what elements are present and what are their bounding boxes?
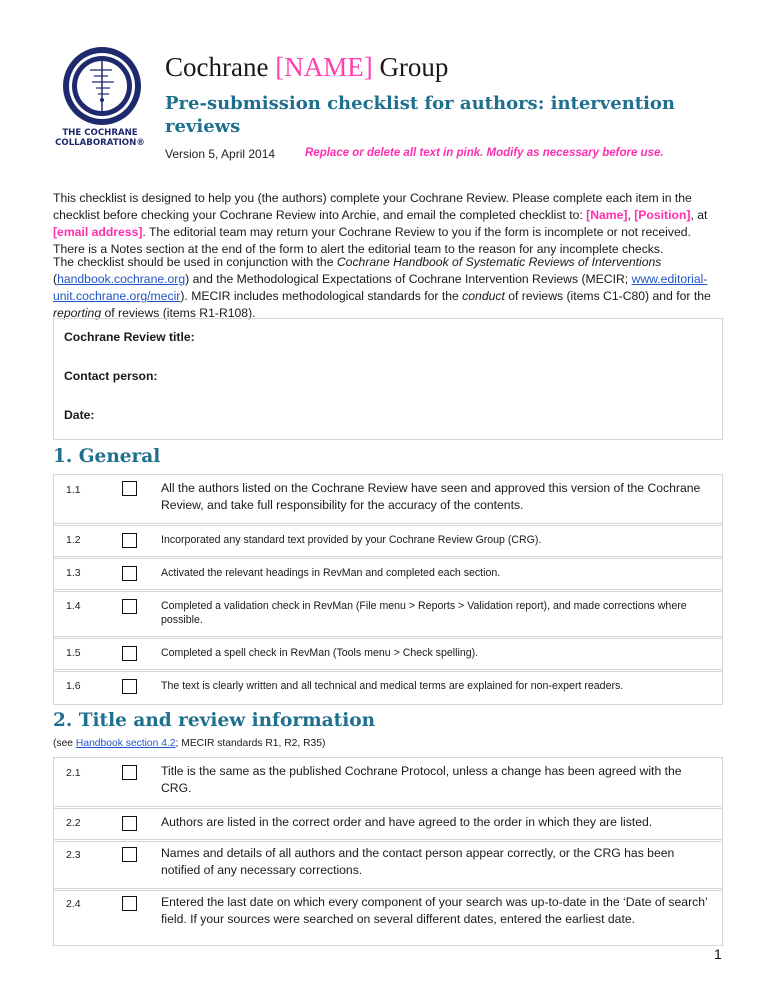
page-title <box>165 52 448 83</box>
item-number: 2.1 <box>66 767 81 779</box>
checkbox[interactable] <box>122 679 137 694</box>
checklist-row <box>53 589 723 639</box>
handbook-section-link[interactable]: Handbook section 4.2 <box>75 738 176 749</box>
item-number: 1.6 <box>66 680 81 692</box>
checkbox[interactable] <box>122 599 137 614</box>
recipient-email: [email address] <box>53 225 143 239</box>
checkbox[interactable] <box>122 566 137 581</box>
checklist-row <box>53 757 723 809</box>
checklist-row <box>53 839 723 891</box>
review-title-label: Cochrane Review title: <box>64 330 195 344</box>
checkbox[interactable] <box>122 847 137 862</box>
checklist-row <box>53 523 723 559</box>
item-number: 1.4 <box>66 600 81 612</box>
version-label: Version 5, April 2014 <box>165 147 276 161</box>
reference-text: ; MECIR standards R1, R2, R35) <box>175 738 326 749</box>
item-number: 1.5 <box>66 647 81 659</box>
item-text: Names and details of all authors and the contact person appear correctly, or the CRG has been notified of any necessary corrections. <box>161 846 675 877</box>
checkbox[interactable] <box>122 481 137 496</box>
item-text: The text is clearly written and all technical and medical terms are explained for non-expert readers. <box>161 680 624 692</box>
handbook-link[interactable]: handbook.cochrane.org <box>57 272 186 286</box>
recipient-position: [Position] <box>634 208 691 222</box>
title-suffix: Group <box>372 52 449 82</box>
item-number: 1.1 <box>66 484 81 496</box>
title-prefix: Cochrane <box>165 52 276 82</box>
contact-person-label: Contact person: <box>64 369 158 383</box>
intro-text: , <box>627 208 635 222</box>
item-number: 2.3 <box>66 849 81 861</box>
item-number: 2.2 <box>66 817 81 829</box>
checkbox[interactable] <box>122 646 137 661</box>
item-text: Entered the last date on which every component of your search was up-to-date in the ‘Date of search’ field. If your sources were searched on several different dates, entered the earliest date. <box>161 895 708 926</box>
checkbox[interactable] <box>122 816 137 831</box>
intro-text: . The editorial team may return your Cochrane Review to you if the form is incomplete or not received. There is a Notes section at the end of the form to alert the editorial team to the reason for any incomplete checks. <box>53 225 691 256</box>
reference-text: (see <box>53 738 76 749</box>
section-heading-title-review-info: 2. Title and review information <box>53 710 376 731</box>
mecir-link[interactable]: www.editorial-unit.cochrane.org/mecir <box>53 272 708 303</box>
item-text: Authors are listed in the correct order and have agreed to the order in which they are listed. <box>161 815 653 829</box>
intro-text: ). MECIR includes methodological standards for the <box>180 289 463 303</box>
intro-text: of reviews (items R1-R108). <box>101 306 256 320</box>
checklist-row <box>53 888 723 946</box>
section-reference <box>53 738 325 749</box>
item-text: Incorporated any standard text provided by your Cochrane Review Group (CRG). <box>161 534 542 546</box>
intro-emphasis: conduct <box>462 289 505 303</box>
section-heading-general: 1. General <box>53 446 161 467</box>
title-group-name: [NAME] <box>275 52 373 82</box>
intro-text: ( <box>53 272 58 286</box>
page-number: 1 <box>714 946 722 962</box>
intro-paragraph-2 <box>53 254 725 322</box>
checklist-row <box>53 556 723 592</box>
pink-instruction-note: Replace or delete all text in pink. Modify as necessary before use. <box>305 147 664 159</box>
logo-text: THE COCHRANE COLLABORATION® <box>55 128 145 148</box>
item-number: 1.3 <box>66 567 81 579</box>
item-number: 1.2 <box>66 534 81 546</box>
checkbox[interactable] <box>122 765 137 780</box>
checklist-row <box>53 669 723 705</box>
date-label: Date: <box>64 408 95 422</box>
intro-paragraph-1 <box>53 190 725 258</box>
checkbox[interactable] <box>122 896 137 911</box>
item-number: 2.4 <box>66 898 81 910</box>
item-text: Completed a validation check in RevMan (File menu > Reports > Validation report), and made corrections where possible. <box>161 600 687 626</box>
item-text: Completed a spell check in RevMan (Tools menu > Check spelling). <box>161 647 479 659</box>
item-text: Activated the relevant headings in RevMan and completed each section. <box>161 567 501 579</box>
checklist-row <box>53 636 723 672</box>
checklist-row <box>53 806 723 842</box>
item-text: Title is the same as the published Cochrane Protocol, unless a change has been agreed with the CRG. <box>161 764 682 795</box>
recipient-name: [Name] <box>586 208 628 222</box>
item-text: All the authors listed on the Cochrane Review have seen and approved this version of the Cochrane Review, and take full responsibility for the accuracy of the contents. <box>161 481 701 512</box>
intro-text: The checklist should be used in conjunction with the <box>53 255 337 269</box>
intro-text: of reviews (items C1-C80) and for the <box>504 289 711 303</box>
intro-text: , at <box>690 208 708 222</box>
intro-emphasis: reporting <box>53 306 102 320</box>
checkbox[interactable] <box>122 533 137 548</box>
handbook-title: Cochrane Handbook of Systematic Reviews of Interventions <box>336 255 662 269</box>
intro-text: ) and the Methodological Expectations of Cochrane Intervention Reviews (MECIR; <box>185 272 632 286</box>
intro-text: This checklist is designed to help you (the authors) complete your Cochrane Review. Please complete each item in the checklist before checking your Cochrane Review into Archie, and email the completed checklist to: <box>53 191 692 222</box>
checklist-row <box>53 474 723 526</box>
page-subtitle: Pre-submission checklist for authors: intervention reviews <box>165 93 676 137</box>
